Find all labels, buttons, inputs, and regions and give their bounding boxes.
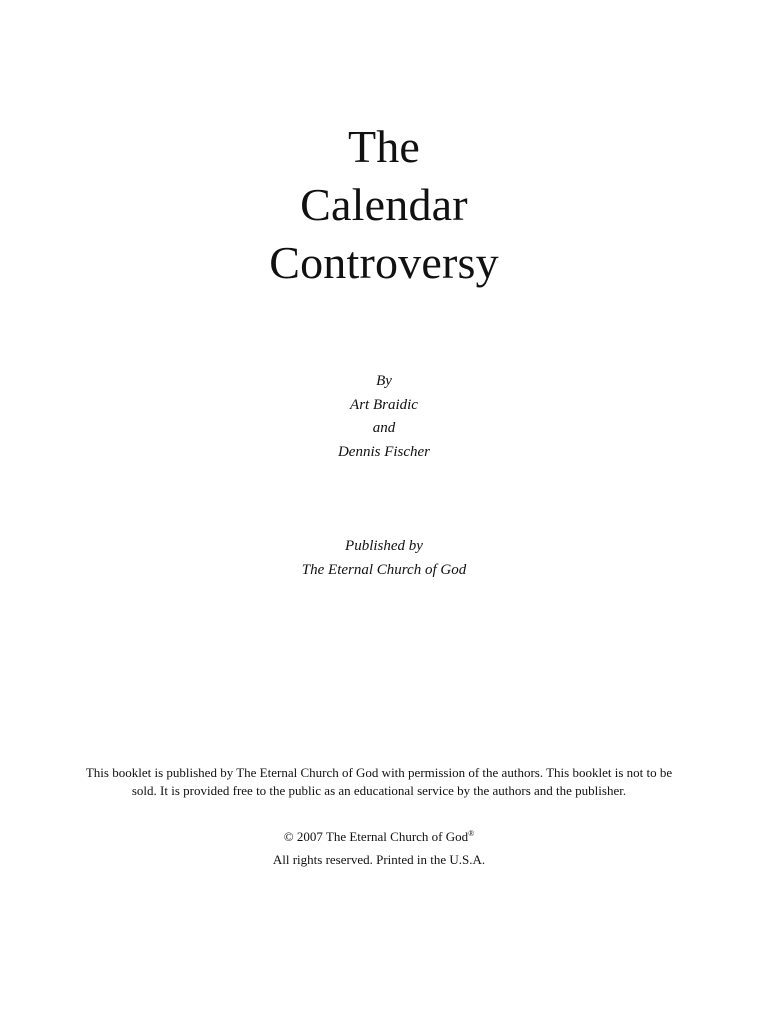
title-line-1: The (347, 121, 421, 172)
copyright-text: © 2007 The Eternal Church of God (283, 829, 469, 844)
byline (0, 370, 768, 464)
byline-and: and (372, 420, 396, 436)
registered-mark: ® (468, 829, 475, 838)
publisher-label: Published by (345, 538, 423, 554)
publisher-name: The Eternal Church of God (301, 561, 467, 578)
title-line-2: Calendar (300, 179, 468, 230)
title-block (0, 118, 768, 292)
author-name-2: Dennis Fischer (337, 443, 431, 460)
publisher-block (0, 535, 768, 582)
author-name-1: Art Braidic (350, 396, 418, 413)
rights-reserved-line: All rights reserved. Printed in the U.S.A. (272, 852, 486, 867)
copyright-block (0, 822, 758, 871)
copyright-line (0, 822, 758, 848)
byline-by: By (376, 373, 392, 389)
title-line-3: Controversy (269, 237, 499, 288)
distribution-notice: This booklet is published by The Eternal Church of God with permission of the authors. This booklet is not to be sold. It is provided free to the public as an educational service by the authors and the publisher. (85, 765, 673, 798)
